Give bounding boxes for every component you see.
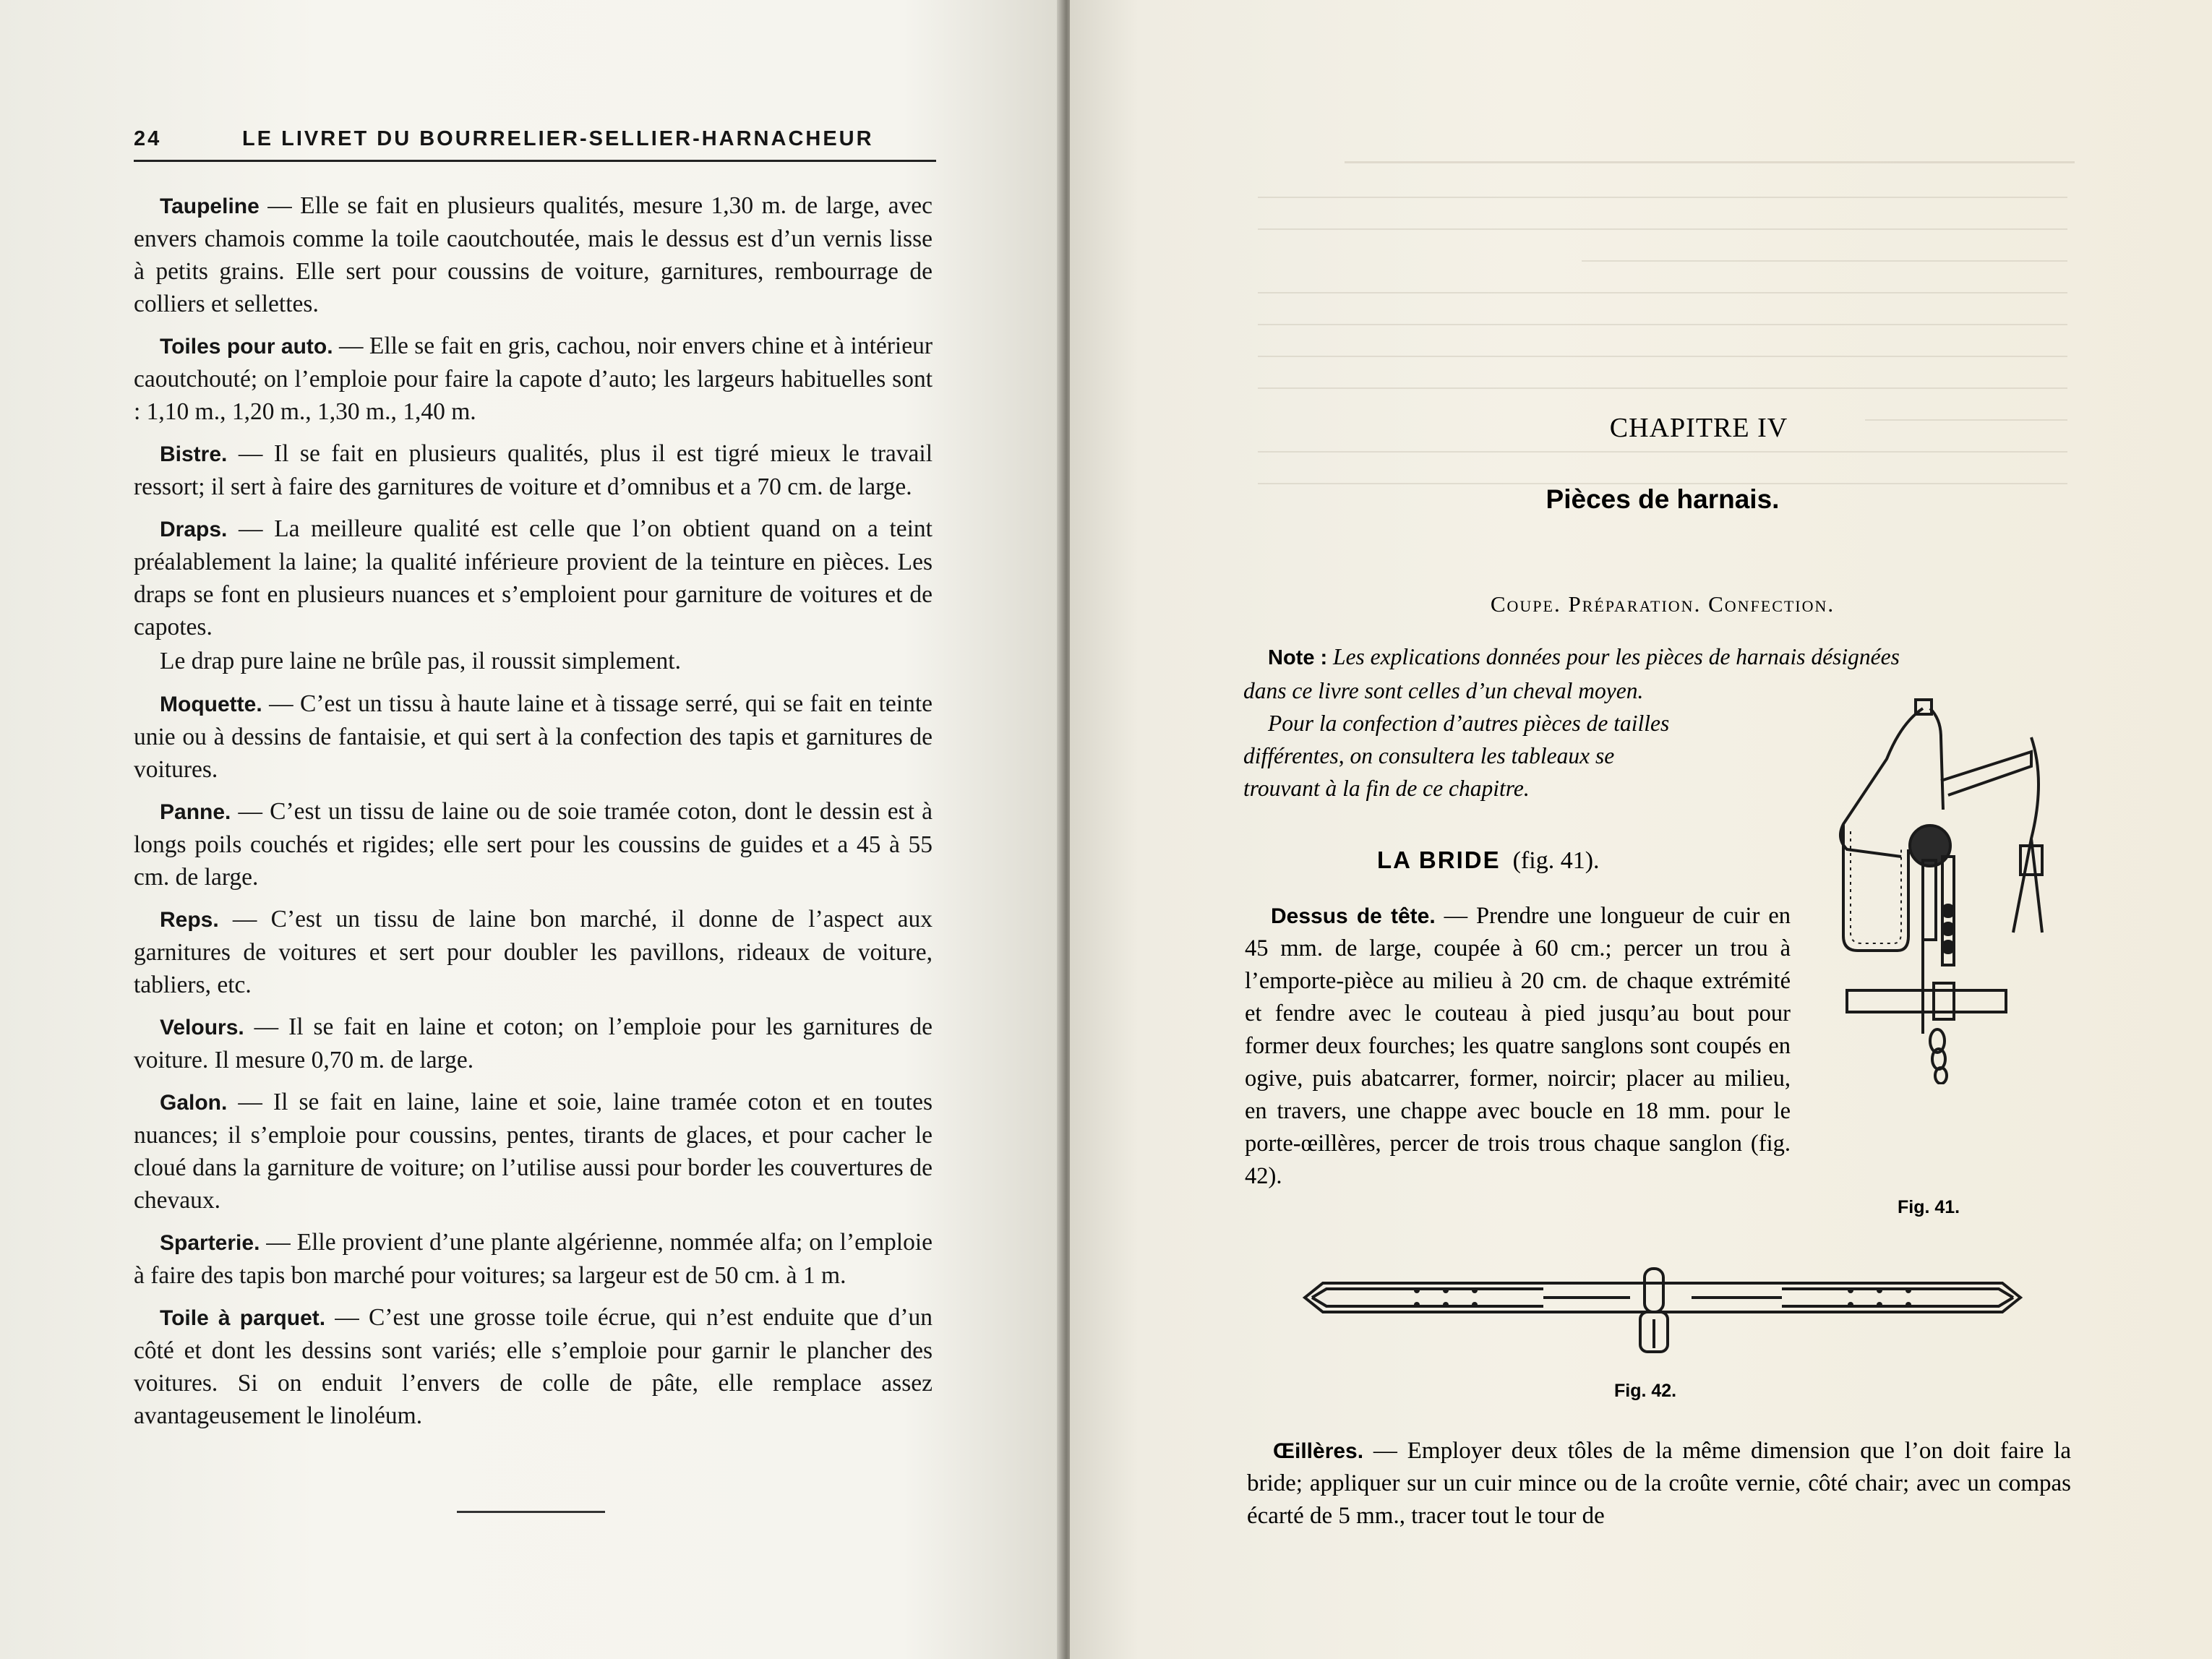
entry-text: — C’est une grosse toile écrue, qui n’est enduite que d’un côté et dont les dessins sont variés; elle s’emploie pour garnir le plancher des voitures. Si on enduit l’envers de colle de pâte, elle remplace assez avantageusement le linoléum.	[134, 1304, 933, 1429]
entry-text: — Elle se fait en plusieurs qualités, mesure 1,30 m. de large, avec envers chamois comme la toile caoutchoutée, mais le dessus est d’un vernis lisse à petits grains. Elle sert pour coussins de voiture, garnitures, rembourrage de colliers et sellettes.	[134, 192, 933, 317]
entry-paragraph	[134, 1011, 933, 1076]
note-line	[1243, 640, 2060, 674]
end-rule	[457, 1511, 605, 1513]
oeilleres-paragraph	[1247, 1435, 2071, 1532]
section-subheading: Coupe. Préparation. Confection.	[1490, 591, 1835, 617]
entry-text: — La meilleure qualité est celle que l’on obtient quand on a teint préalablement la laine; la qualité inférieure provient de la teinture en pièces. Les draps se font en plusieurs nuances et s’emploient pour garniture de voitures et de capotes.	[134, 515, 933, 640]
entry-text: — Elle se fait en gris, cachou, noir envers chine et à intérieur caoutchouté; on l’emploie pour faire la capote d’auto; les largeurs habituelles sont : 1,10 m., 1,20 m., 1,30 m., 1,40 m.	[134, 333, 933, 425]
note-line: trouvant à la fin de ce chapitre.	[1243, 776, 1530, 801]
entry-term: Bistre.	[160, 442, 228, 466]
running-head	[134, 127, 936, 162]
entry-text: — C’est un tissu de laine bon marché, il donne de l’aspect aux garnitures de voitures et sert pour doubler les pavillons, rideaux de voiture, tabliers, etc.	[134, 906, 933, 998]
entry-text: — Il se fait en laine et coton; on l’emploie pour les garnitures de voiture. Il mesure 0,70 m. de large.	[134, 1013, 933, 1073]
dessus-term: Dessus de tête.	[1271, 904, 1436, 928]
oeilleres-term: Œillères.	[1273, 1439, 1364, 1463]
bride-figure-ref: (fig. 41).	[1512, 847, 1600, 874]
note-line: différentes, on consultera les tableaux se	[1243, 743, 1615, 768]
note-text: Les explications données pour les pièces de harnais désignées	[1333, 644, 1900, 669]
running-head-title: LE LIVRET DU BOURRELIER-SELLIER-HARNACHEUR	[242, 127, 874, 150]
right-text-column	[1245, 900, 1791, 1193]
entry-term: Taupeline	[160, 194, 260, 218]
entry-term: Moquette.	[160, 693, 262, 716]
entry-paragraph	[134, 330, 933, 428]
entry-term: Draps.	[160, 518, 228, 541]
page-number: 24	[134, 127, 162, 150]
entry-paragraph	[134, 513, 933, 643]
entry-text: — Elle provient d’une plante algérienne, nommée alfa; on l’emploie à faire des tapis bon marché pour voitures; sa largeur est de 50 cm. à 1 m.	[134, 1229, 933, 1289]
bridle-illustration	[1814, 694, 2046, 1084]
dessus-text: — Prendre une longueur de cuir en 45 mm. de large, coupée à 60 cm.; percer un trou à l’emporte-pièce au milieu à 20 cm. de chaque extrémité et fendre avec le couteau à pied jusqu’au bout pour former deux fourches; les quatre sanglons sont coupés en ogive, puis abatcarrer, former, noircir; placer au milieu, en travers, une chappe avec boucle en 18 mm. pour le porte-œillères, percer de trois trous chaque sanglon (fig. 42).	[1245, 903, 1791, 1189]
fig41-caption: Fig. 41.	[1898, 1197, 1960, 1217]
strap-illustration	[1290, 1254, 2035, 1363]
entry-text: — C’est un tissu à haute laine et à tissage serré, qui se fait en teinte unie ou à dessins de fantaisie, et qui sert à la confection des tapis et garnitures de voitures.	[134, 690, 933, 783]
entry-term: Toiles pour auto.	[160, 335, 333, 359]
entry-paragraph	[134, 1301, 933, 1432]
entry-term: Reps.	[160, 908, 219, 932]
entry-term: Sparterie.	[160, 1231, 260, 1255]
chapter-heading: CHAPITRE IV	[1609, 413, 1788, 443]
bride-heading	[1377, 846, 1681, 875]
entry-term: Galon.	[160, 1091, 228, 1115]
entry-paragraph	[134, 795, 933, 893]
dessus-paragraph	[1245, 900, 1791, 1193]
entry-text: — Il se fait en plusieurs qualités, plus il est tigré mieux le travail ressort; il sert à faire des garnitures de voiture et d’omnibus et a 70 cm. de large.	[134, 440, 933, 500]
entry-paragraph	[134, 1086, 933, 1217]
entry-paragraph	[134, 1226, 933, 1292]
entry-term: Toile à parquet.	[160, 1306, 326, 1330]
entry-text: — Il se fait en laine, laine et soie, laine tramée coton et en toutes nuances; il s’emploie pour coussins, pentes, tirants de glaces, et pour cacher le cloué dans la garniture de voiture; on l’utilise aussi pour border les couvertures de chevaux.	[134, 1089, 933, 1214]
entry-paragraph	[134, 189, 933, 320]
entry-paragraph	[134, 437, 933, 503]
entry-paragraph	[134, 687, 933, 786]
entry-text: — C’est un tissu de laine ou de soie tramée coton, dont le dessin est à longs poils couchés et rigides; elle sert pour les coussins de guides et a 45 à 55 cm. de large.	[134, 798, 933, 891]
oeilleres-text: — Employer deux tôles de la même dimension que l’on doit faire la bride; appliquer sur un cuir mince ou de la croûte vernie, côté chair; avec un compas écarté de 5 mm., tracer tout le tour de	[1247, 1438, 2071, 1529]
show-through-running-head	[1345, 132, 2075, 163]
entry-term: Velours.	[160, 1016, 244, 1039]
entry-text: Le drap pure laine ne brûle pas, il roussit simplement.	[160, 648, 681, 674]
entry-paragraph	[134, 645, 933, 678]
note-line: dans ce livre sont celles d’un cheval moyen.	[1243, 678, 1644, 703]
fig42-caption: Fig. 42.	[1614, 1381, 1677, 1401]
left-text-column	[134, 189, 933, 1441]
left-page	[0, 0, 1063, 1659]
note-label: Note :	[1268, 646, 1328, 669]
entry-paragraph	[134, 903, 933, 1001]
section-title: Pièces de harnais.	[1546, 484, 1780, 514]
note-line: Pour la confection d’autres pièces de tailles	[1268, 711, 1670, 736]
bride-title: LA BRIDE	[1377, 846, 1501, 873]
oeilleres-column	[1247, 1435, 2071, 1532]
entry-term: Panne.	[160, 800, 231, 824]
